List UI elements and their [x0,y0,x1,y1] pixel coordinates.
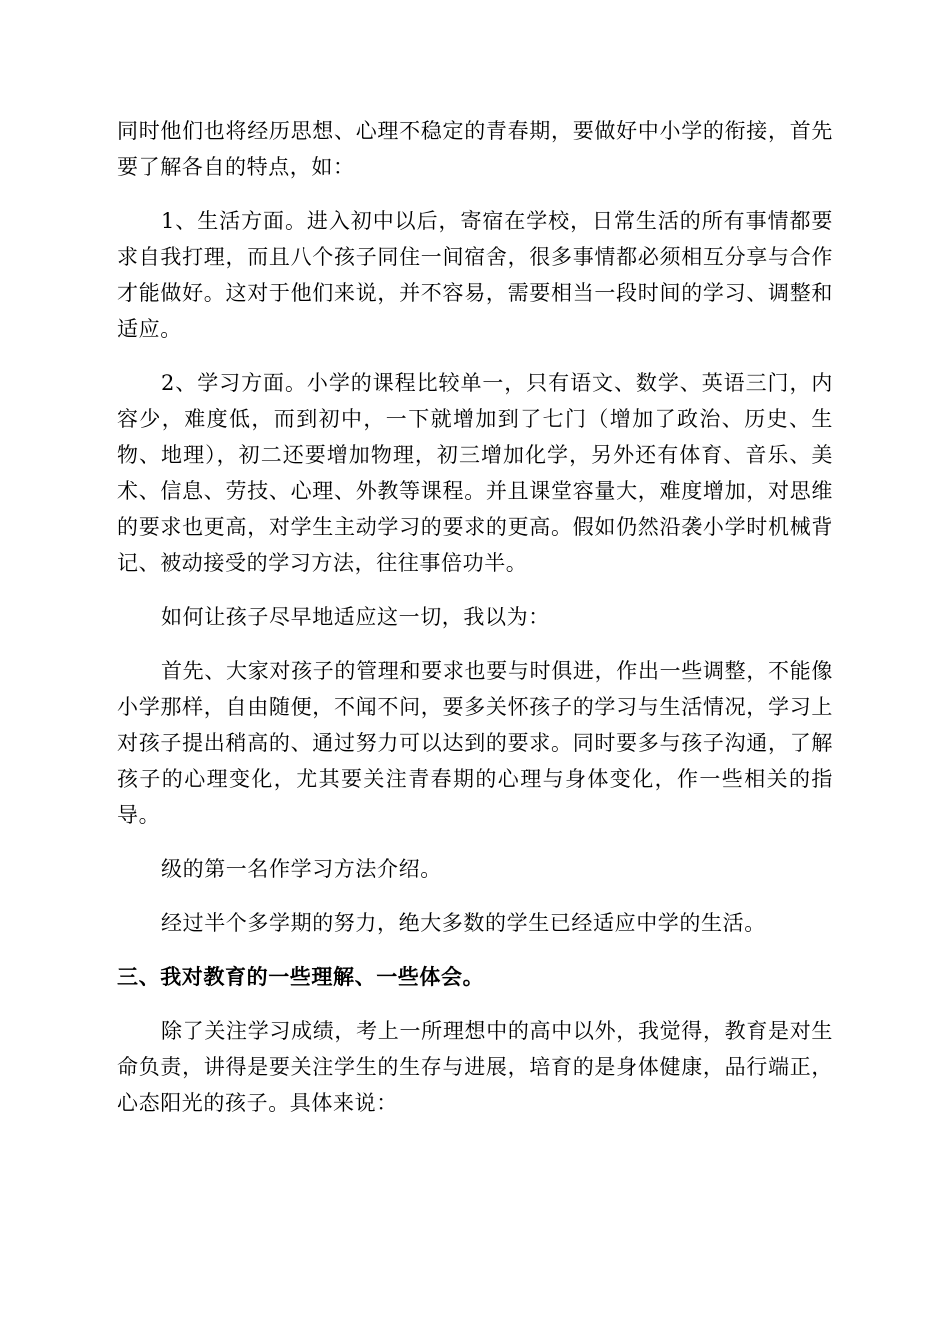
paragraph-life-aspect: 1、生活方面。进入初中以后，寄宿在学校，日常生活的所有事情都要求自我打理，而且八个孩子同住一间宿舍，很多事情都必须相互分享与合作才能做好。这对于他们来说，并不容易，需要相当一段时间的学习、调整和适应。 [117,209,833,341]
paragraph-study-aspect: 2、学习方面。小学的课程比较单一，只有语文、数学、英语三门，内容少，难度低，而到初中，一下就增加到了七门（增加了政治、历史、生物、地理），初二还要增加物理，初三增加化学，另外还有体育、音乐、美术、信息、劳技、心理、外教等课程。并且课堂容量大，难度增加，对思维的要求也更高，对学生主动学习的要求的更高。假如仍然沿袭小学时机械背记、被动接受的学习方法，往往事倍功半。 [117,371,833,575]
paragraph-continuation: 同时他们也将经历思想、心理不稳定的青春期，要做好中小学的衔接，首先要了解各自的特点，如： [117,119,833,179]
paragraph-education-view: 除了关注学习成绩，考上一所理想中的高中以外，我觉得，教育是对生命负责，讲得是要关注学生的生存与进展，培育的是身体健康，品行端正，心态阳光的孩子。具体来说： [117,1019,833,1115]
section-heading: 三、我对教育的一些理解、一些体会。 [117,965,485,989]
document-body [117,113,833,1139]
paragraph-study-method: 级的第一名作学习方法介绍。 [161,857,442,881]
paragraph-first-point: 首先、大家对孩子的管理和要求也要与时俱进，作出一些调整，不能像小学那样，自由随便，不闻不问，要多关怀孩子的学习与生活情况，学习上对孩子提出稍高的、通过努力可以达到的要求。同时要多与孩子沟通，了解孩子的心理变化，尤其要关注青春期的心理与身体变化，作一些相关的指导。 [117,659,833,827]
paragraph-how-to-adapt: 如何让孩子尽早地适应这一切，我以为： [161,605,550,629]
paragraph-semester-result: 经过半个多学期的努力，绝大多数的学生已经适应中学的生活。 [161,911,766,935]
